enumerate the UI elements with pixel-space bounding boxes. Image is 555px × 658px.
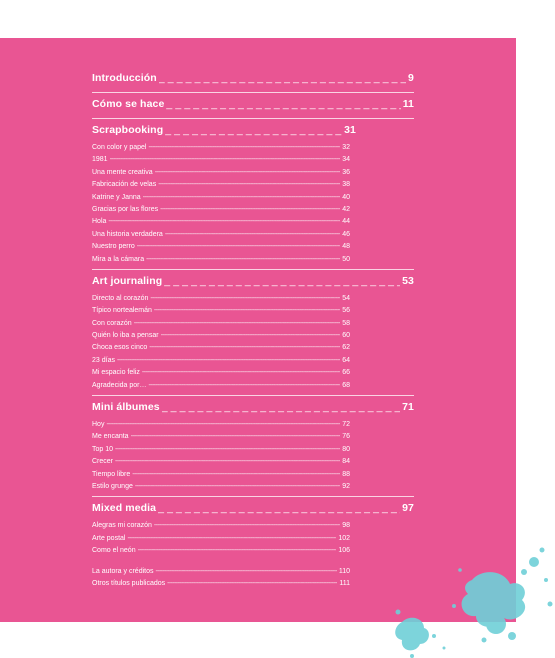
- divider: [92, 92, 414, 93]
- toc-leader: [143, 192, 341, 204]
- toc-title: Me encanta: [92, 433, 129, 441]
- toc-title: Con color y papel: [92, 144, 147, 151]
- toc-title: Alegras mi corazón: [92, 522, 152, 530]
- divider: [92, 496, 414, 497]
- toc-title: La autora y créditos: [92, 567, 154, 575]
- toc-page: 46: [342, 230, 350, 238]
- toc-title: Cómo se hace: [92, 98, 165, 110]
- toc-leader: [106, 419, 340, 431]
- toc-page: 54: [342, 294, 350, 302]
- section-items-mini-albumes: [92, 419, 350, 493]
- toc-page: 36: [342, 168, 350, 176]
- list-item[interactable]: [92, 456, 350, 468]
- toc-title: Hoy: [92, 421, 105, 429]
- toc-leader: [135, 481, 340, 493]
- toc-leader: [154, 305, 340, 317]
- toc-title: Mira a la cámara: [92, 255, 145, 263]
- list-item[interactable]: [92, 520, 350, 532]
- section-items-art-journaling: [92, 293, 350, 392]
- list-item[interactable]: [92, 167, 350, 179]
- toc-leader: [161, 330, 341, 342]
- toc-leader: [138, 545, 337, 557]
- toc-leader: [166, 98, 400, 110]
- toc-page: 106: [338, 547, 350, 555]
- toc-title: Directo al corazón: [92, 294, 149, 302]
- table-of-contents: [92, 72, 414, 590]
- toc-title: Introducción: [92, 72, 157, 84]
- toc-page: 31: [344, 124, 356, 136]
- toc-page: 11: [402, 98, 414, 110]
- toc-title: Otros títulos publicados: [92, 579, 166, 587]
- toc-title: Art journaling: [92, 274, 163, 287]
- toc-title: Scrapbooking: [92, 124, 164, 136]
- toc-page: 9: [408, 72, 414, 84]
- toc-page: 102: [338, 534, 350, 542]
- toc-title: Arte postal: [92, 534, 126, 542]
- divider: [92, 269, 414, 270]
- divider: [92, 395, 414, 396]
- toc-title: Una mente creativa: [92, 168, 153, 176]
- toc-leader: [108, 216, 340, 228]
- list-item[interactable]: [92, 355, 350, 367]
- list-item[interactable]: [92, 431, 350, 443]
- toc-leader: [155, 167, 341, 179]
- toc-page: 40: [342, 193, 350, 201]
- toc-page: 88: [342, 470, 350, 478]
- toc-leader: [150, 293, 340, 305]
- toc-leader: [148, 380, 340, 392]
- toc-title: Con corazón: [92, 319, 132, 327]
- toc-title: Agradecida por…: [92, 381, 147, 389]
- toc-page: 34: [342, 156, 350, 164]
- toc-leader: [158, 179, 340, 191]
- divider: [92, 118, 414, 119]
- toc-title: 23 días: [92, 356, 115, 364]
- toc-title: Mixed media: [92, 502, 157, 515]
- toc-page: 48: [342, 243, 350, 251]
- toc-title: Mi espacio feliz: [92, 369, 140, 377]
- toc-page: 98: [342, 522, 350, 530]
- toc-title: 1981: [92, 156, 108, 164]
- toc-page: 72: [342, 421, 350, 429]
- list-item[interactable]: [92, 204, 350, 216]
- toc-title: Una historia verdadera: [92, 230, 163, 238]
- toc-leader: [165, 124, 342, 136]
- toc-section-mixed-media[interactable]: [92, 502, 414, 518]
- toc-page: 62: [342, 344, 350, 352]
- toc-title: Quién lo iba a pensar: [92, 332, 159, 340]
- toc-page: 38: [342, 181, 350, 189]
- toc-leader: [158, 502, 400, 514]
- toc-page: 68: [342, 381, 350, 389]
- section-items-mixed-media: [92, 520, 350, 557]
- toc-leader: [164, 275, 400, 287]
- toc-title: Nuestro perro: [92, 243, 135, 251]
- toc-page: 44: [342, 218, 350, 226]
- toc-leader: [159, 72, 406, 84]
- list-item[interactable]: [92, 469, 350, 481]
- list-item[interactable]: [92, 216, 350, 228]
- toc-page: 111: [339, 579, 350, 587]
- toc-title: Como el neón: [92, 547, 136, 555]
- toc-leader: [148, 142, 340, 154]
- list-item[interactable]: [92, 367, 350, 379]
- list-item[interactable]: [92, 305, 350, 317]
- list-item[interactable]: [92, 241, 350, 253]
- toc-title: Estilo grunge: [92, 482, 133, 490]
- list-item[interactable]: [92, 566, 350, 578]
- toc-leader: [127, 533, 336, 545]
- toc-page: 76: [342, 433, 350, 441]
- list-item[interactable]: [92, 419, 350, 431]
- list-item[interactable]: [92, 481, 350, 493]
- toc-section-art-journaling[interactable]: [92, 275, 414, 291]
- toc-leader: [131, 431, 341, 443]
- toc-leader: [142, 367, 340, 379]
- toc-title: Hola: [92, 218, 107, 226]
- list-item[interactable]: [92, 192, 350, 204]
- toc-entry-como-se-hace[interactable]: [92, 98, 414, 114]
- extras-list: [92, 566, 350, 591]
- paint-splatter-icon: [384, 540, 555, 658]
- toc-leader: [132, 469, 340, 481]
- toc-entry-intro[interactable]: [92, 72, 414, 88]
- toc-leader: [162, 401, 400, 413]
- toc-page: 66: [342, 369, 350, 377]
- list-item[interactable]: [92, 293, 350, 305]
- list-item[interactable]: [92, 533, 350, 545]
- toc-page: 84: [342, 458, 350, 466]
- toc-section-scrapbooking[interactable]: [92, 124, 356, 140]
- toc-leader: [167, 578, 337, 590]
- toc-page: 71: [402, 401, 414, 414]
- toc-page: 42: [342, 205, 350, 213]
- toc-page: 32: [342, 144, 350, 151]
- list-item[interactable]: [92, 578, 350, 590]
- toc-leader: [115, 456, 340, 468]
- toc-leader: [154, 520, 340, 532]
- toc-leader: [110, 154, 341, 166]
- toc-leader: [165, 229, 340, 241]
- toc-page: 56: [342, 307, 350, 315]
- toc-page: 58: [342, 319, 350, 327]
- toc-title: Choca esos cinco: [92, 344, 148, 352]
- toc-page: 53: [402, 274, 414, 287]
- toc-leader: [146, 254, 340, 266]
- toc-leader: [149, 342, 340, 354]
- toc-page: 80: [342, 445, 350, 453]
- toc-title: Mini álbumes: [92, 401, 160, 414]
- toc-page: 64: [342, 356, 350, 364]
- toc-title: Gracias por las flores: [92, 205, 159, 213]
- list-item[interactable]: [92, 444, 350, 456]
- list-item[interactable]: [92, 342, 350, 354]
- toc-title: Fabricación de velas: [92, 181, 157, 189]
- toc-leader: [160, 204, 340, 216]
- toc-page: 110: [338, 567, 350, 575]
- toc-leader: [155, 566, 336, 578]
- toc-title: Katrine y Janna: [92, 193, 141, 201]
- list-item[interactable]: [92, 380, 350, 392]
- list-item[interactable]: [92, 154, 350, 166]
- list-item[interactable]: [92, 179, 350, 191]
- toc-title: Tiempo libre: [92, 470, 131, 478]
- toc-leader: [137, 241, 340, 253]
- toc-title: Crecer: [92, 458, 114, 466]
- toc-page: 92: [342, 482, 350, 490]
- toc-title: Top 10: [92, 445, 114, 453]
- toc-page: 60: [342, 332, 350, 340]
- toc-leader: [117, 355, 340, 367]
- list-item[interactable]: [92, 254, 350, 266]
- toc-leader: [115, 444, 340, 456]
- toc-page: 97: [402, 502, 414, 515]
- toc-leader: [134, 318, 341, 330]
- toc-title: Típico nortealemán: [92, 307, 152, 315]
- list-item[interactable]: [92, 229, 350, 241]
- list-item[interactable]: [92, 318, 350, 330]
- section-items-scrapbooking: [92, 142, 350, 266]
- list-item[interactable]: [92, 330, 350, 342]
- toc-page: 50: [342, 255, 350, 263]
- list-item[interactable]: [92, 142, 350, 154]
- toc-section-mini-albumes[interactable]: [92, 401, 414, 417]
- list-item[interactable]: [92, 545, 350, 557]
